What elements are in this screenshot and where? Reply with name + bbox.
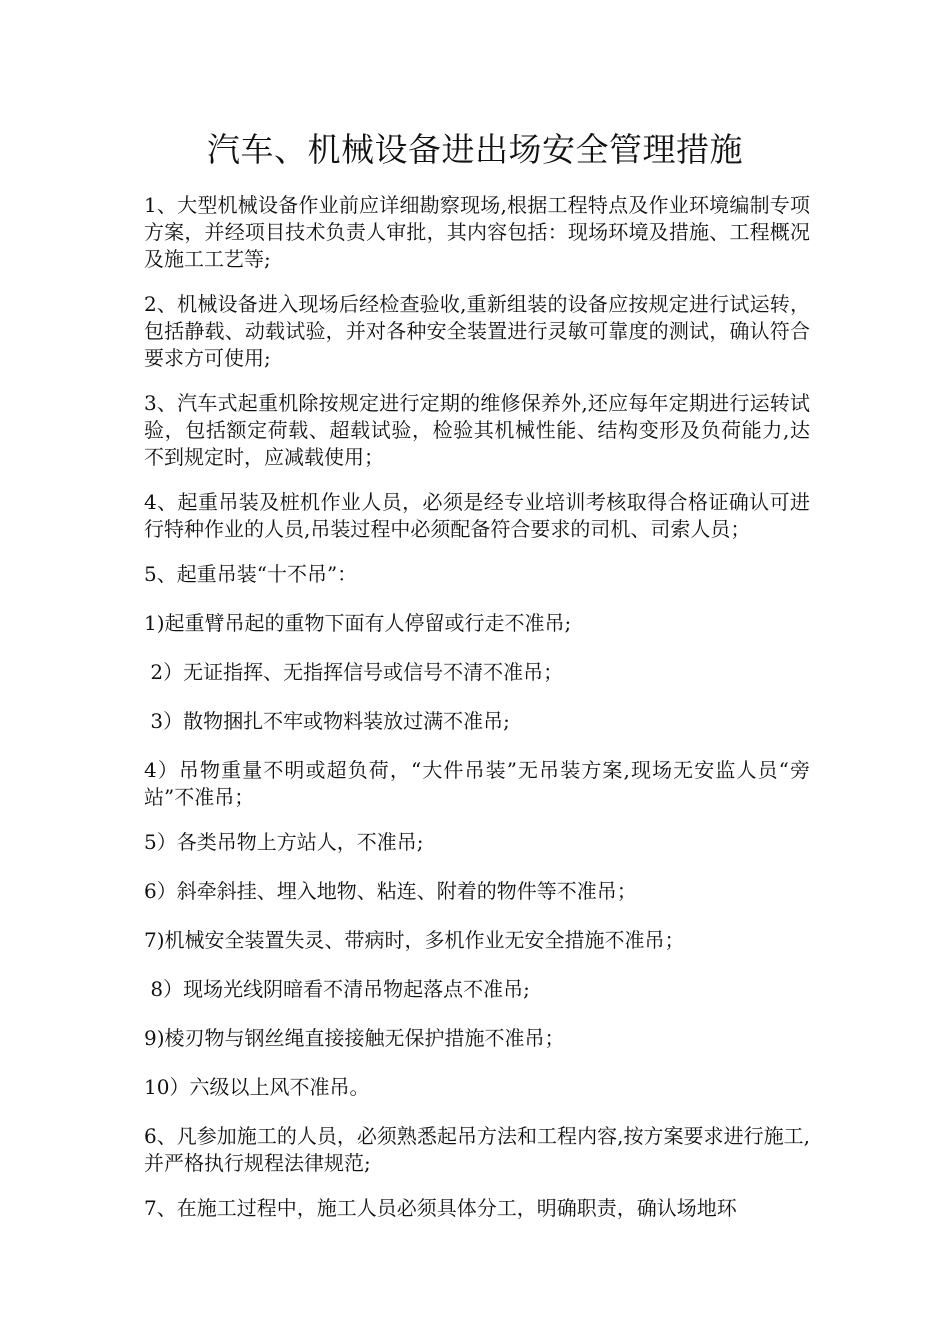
list-item-8: 8）现场光线阴暗看不清吊物起落点不准吊; <box>144 977 530 1001</box>
paragraph-1: 1、大型机械设备作业前应详细勘察现场,根据工程特点及作业环境编制专项方案，并经项目技术负责人审批，其内容包括：现场环境及措施、工程概况及施工工艺等; <box>144 193 810 271</box>
list-item-2: 2）无证指挥、无指挥信号或信号不清不准吊； <box>144 660 564 684</box>
paragraph-4: 4、起重吊装及桩机作业人员，必须是经专业培训考核取得合格证确认可进行特种作业的人员,吊装过程中必须配备符合要求的司机、司索人员； <box>144 490 810 541</box>
list-item-1: 1)起重臂吊起的重物下面有人停留或行走不准吊; <box>144 611 572 635</box>
document-title: 汽车、机械设备进出场安全管理措施 <box>207 130 743 169</box>
paragraph-6: 6、凡参加施工的人员，必须熟悉起吊方法和工程内容,按方案要求进行施工,并严格执行规程法律规范; <box>144 1124 810 1175</box>
list-item-5: 5）各类吊物上方站人，不准吊; <box>144 830 424 854</box>
document-body <box>144 192 810 1240</box>
list-item-10: 10）六级以上风不准吊。 <box>144 1075 370 1099</box>
list-item-9: 9)棱刃物与钢丝绳直接接触无保护措施不准吊； <box>144 1026 565 1050</box>
paragraph-7: 7、在施工过程中，施工人员必须具体分工，明确职责，确认场地环 <box>144 1196 737 1220</box>
list-item-4: 4）吊物重量不明或超负荷，“大件吊装”无吊装方案,现场无安监人员“旁站”不准吊； <box>144 758 810 809</box>
list-item-6: 6）斜牵斜挂、埋入地物、粘连、附着的物件等不准吊； <box>144 879 637 903</box>
paragraph-3: 3、汽车式起重机除按规定进行定期的维修保养外,还应每年定期进行运转试验，包括额定荷载、超载试验，检验其机械性能、结构变形及负荷能力,达不到规定时，应减载使用； <box>144 391 810 469</box>
list-item-3: 3）散物捆扎不牢或物料装放过满不准吊; <box>144 709 510 733</box>
list-item-7: 7)机械安全装置失灵、带病时，多机作业无安全措施不准吊； <box>144 928 685 952</box>
paragraph-2: 2、机械设备进入现场后经检查验收,重新组装的设备应按规定进行试运转，包括静载、动载试验，并对各种安全装置进行灵敏可靠度的测试，确认符合要求方可使用; <box>144 292 810 370</box>
paragraph-5-heading: 5、起重吊装“十不吊”： <box>144 562 358 586</box>
